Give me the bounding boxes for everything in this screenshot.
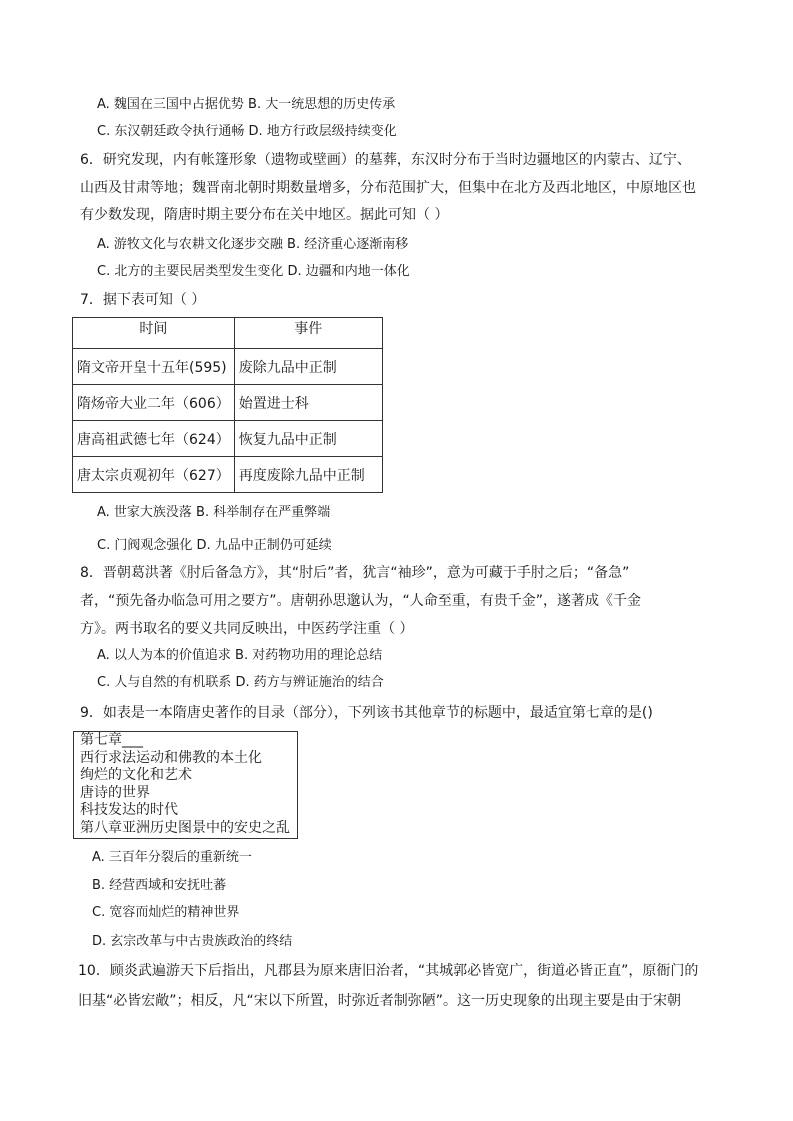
table-header-cell: 时间 [73, 318, 235, 349]
toc-item: 科技发达的时代 [80, 802, 178, 818]
q7-option-ab: A. 世家大族没落 B. 科举制存在严重弊端 [97, 505, 331, 520]
q8-stem-line-1: 8．晋朝葛洪著《肘后备急方》，其“肘后”者，犹言“袖珍”，意为可藏于手肘之后；“备急” [80, 565, 630, 581]
toc-item: 绚烂的文化和艺术 [80, 767, 192, 783]
q9-option-c: C. 宽容而灿烂的精神世界 [92, 905, 240, 920]
table-cell: 唐高祖武德七年（624） [73, 421, 235, 457]
q8-stem-line-2: 者，“预先备办临急可用之要方”。唐朝孙思邈认为，“人命至重，有贵千金”，遂著成《千金 [80, 593, 642, 609]
table-cell: 恢复九品中正制 [234, 421, 382, 457]
table-row [73, 421, 383, 457]
q10-stem-line-2: 旧基“必皆宏敞”；相反，凡“宋以下所置，时弥近者制弥陋”。这一历史现象的出现主要是由于宋朝 [78, 993, 682, 1009]
q5-option-ab: A. 魏国在三国中占据优势 B. 大一统思想的历史传承 [97, 97, 396, 112]
q9-option-a: A. 三百年分裂后的重新统一 [92, 850, 252, 865]
q7-table [72, 317, 383, 493]
table-row [73, 349, 383, 385]
table-cell: 废除九品中正制 [234, 349, 382, 385]
q6-stem-line-1: 6．研究发现，内有帐篷形象（遗物或壁画）的墓葬，东汉时分布于当时边疆地区的内蒙古、辽宁、 [80, 152, 691, 168]
toc-item: 西行求法运动和佛教的本土化 [80, 749, 262, 766]
q9-table-of-contents [73, 731, 298, 839]
q6-option-ab: A. 游牧文化与农耕文化逐步交融 B. 经济重心逐渐南移 [97, 237, 409, 252]
q6-option-cd: C. 北方的主要民居类型发生变化 D. 边疆和内地一体化 [97, 264, 410, 279]
toc-item: 第七章___ [80, 732, 143, 748]
q8-option-ab: A. 以人为本的价值追求 B. 对药物功用的理论总结 [97, 648, 383, 663]
q9-option-b: B. 经营西域和安抚吐蕃 [92, 878, 227, 893]
table-row [73, 457, 383, 493]
table-row [73, 385, 383, 421]
q7-stem: 7．据下表可知（ ） [80, 292, 206, 308]
table-cell: 唐太宗贞观初年（627） [73, 457, 235, 493]
table-header-row [73, 318, 383, 349]
table-header-cell: 事件 [234, 318, 382, 349]
table-cell: 隋炀帝大业二年（606） [73, 385, 235, 421]
q8-option-cd: C. 人与自然的有机联系 D. 药方与辨证施治的结合 [97, 675, 384, 690]
q9-stem: 9．如表是一本隋唐史著作的目录（部分），下列该书其他章节的标题中，最适宜第七章的是() [80, 705, 653, 721]
q9-option-d: D. 玄宗改革与中古贵族政治的终结 [92, 934, 293, 949]
q5-option-cd: C. 东汉朝廷政令执行通畅 D. 地方行政层级持续变化 [97, 124, 397, 139]
q8-stem-line-3: 方》。两书取名的要义共同反映出，中医药学注重（ ） [80, 621, 414, 637]
table-cell: 始置进士科 [234, 385, 382, 421]
q6-stem-line-2: 山西及甘肃等地；魏晋南北朝时期数量增多，分布范围扩大，但集中在北方及西北地区，中原地区也 [80, 180, 696, 196]
q10-stem-line-1: 10．顾炎武遍游天下后指出，凡郡县为原来唐旧治者，“其城郭必皆宽广，街道必皆正直”，原衙门的 [78, 963, 699, 979]
toc-item: 第八章亚洲历史图景中的安史之乱 [80, 819, 290, 836]
table-cell: 隋文帝开皇十五年(595) [73, 349, 235, 385]
q7-option-cd: C. 门阀观念强化 D. 九品中正制仍可延续 [97, 538, 332, 553]
q6-stem-line-3: 有少数发现，隋唐时期主要分布在关中地区。据此可知（ ） [80, 207, 449, 223]
table-cell: 再度废除九品中正制 [234, 457, 382, 493]
toc-item: 唐诗的世界 [80, 784, 150, 801]
